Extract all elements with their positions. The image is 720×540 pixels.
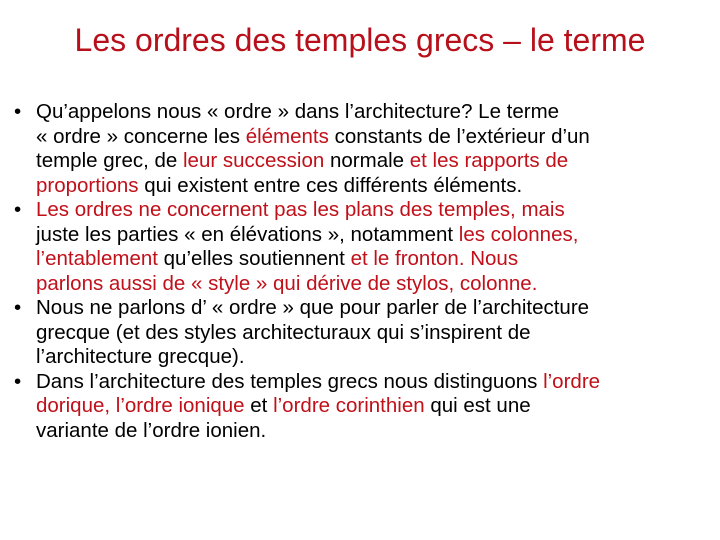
bullet-line [36,394,718,419]
body-text: Qu’appelons nous « ordre » dans l’architecture? Le terme [36,100,560,123]
body-text: juste les parties « en élévations », notamment [36,222,459,246]
bullet-marker: • [14,198,22,221]
body-text: qu’elles soutiennent [157,247,351,270]
bullet-marker: • [14,296,22,319]
body-text: qui est une [424,394,531,417]
bullet-item [14,198,718,296]
highlighted-text: éléments [245,124,329,148]
body-text: temple grec, de [36,149,183,172]
bullet-line [36,100,718,125]
bullet-marker: • [14,100,22,123]
bullet-line [36,174,718,199]
bullet-line [36,272,718,297]
highlighted-text: l’ordre ionique [115,394,245,417]
body-text: normale [324,149,410,172]
highlighted-text: proportions [36,173,139,197]
body-text: « ordre » concerne les [36,124,246,148]
bullet-line [36,419,718,444]
highlighted-text: et les rapports de [409,149,569,172]
highlighted-text: dorique, [36,394,111,417]
body-text: et [244,394,274,417]
bullet-line [36,125,718,150]
highlighted-text: leur succession [183,149,325,172]
bullet-line [36,370,718,395]
bullet-line [36,296,718,321]
bullet-line [36,345,718,370]
bullet-item [14,100,718,198]
highlighted-text: parlons aussi de « style » qui dérive de stylos, colonne. [36,271,538,295]
bullet-item [14,370,718,444]
bullet-list [14,100,718,443]
bullet-line [36,149,718,174]
bullet-marker: • [14,369,22,393]
body-text: l’architecture grecque). [36,345,245,368]
highlighted-text: les colonnes, [458,222,579,246]
body-text: grecque (et des styles architecturaux qui s’inspirent de [36,320,531,344]
body-text: constants de l’extérieur d’un [328,124,590,148]
slide-title: Les ordres des temples grecs – le terme [74,22,646,58]
bullet-line [36,223,718,248]
bullet-line [36,198,718,223]
highlighted-text: et le fronton. Nous [350,247,519,270]
body-text: Nous ne parlons d’ « ordre » que pour parler de l’architecture [36,296,590,319]
highlighted-text: l’ordre [543,369,601,393]
body-text: qui existent entre ces différents éléments. [138,173,523,197]
body-text: variante de l’ordre ionien. [36,418,267,442]
body-text: Dans l’architecture des temples grecs nous distinguons [36,369,544,393]
bullet-item [14,296,718,370]
bullet-line [36,321,718,346]
highlighted-text: l’entablement [36,247,158,270]
bullet-line [36,247,718,272]
highlighted-text: Les ordres ne concernent pas les plans des temples, mais [36,198,565,221]
highlighted-text: l’ordre corinthien [273,394,425,417]
